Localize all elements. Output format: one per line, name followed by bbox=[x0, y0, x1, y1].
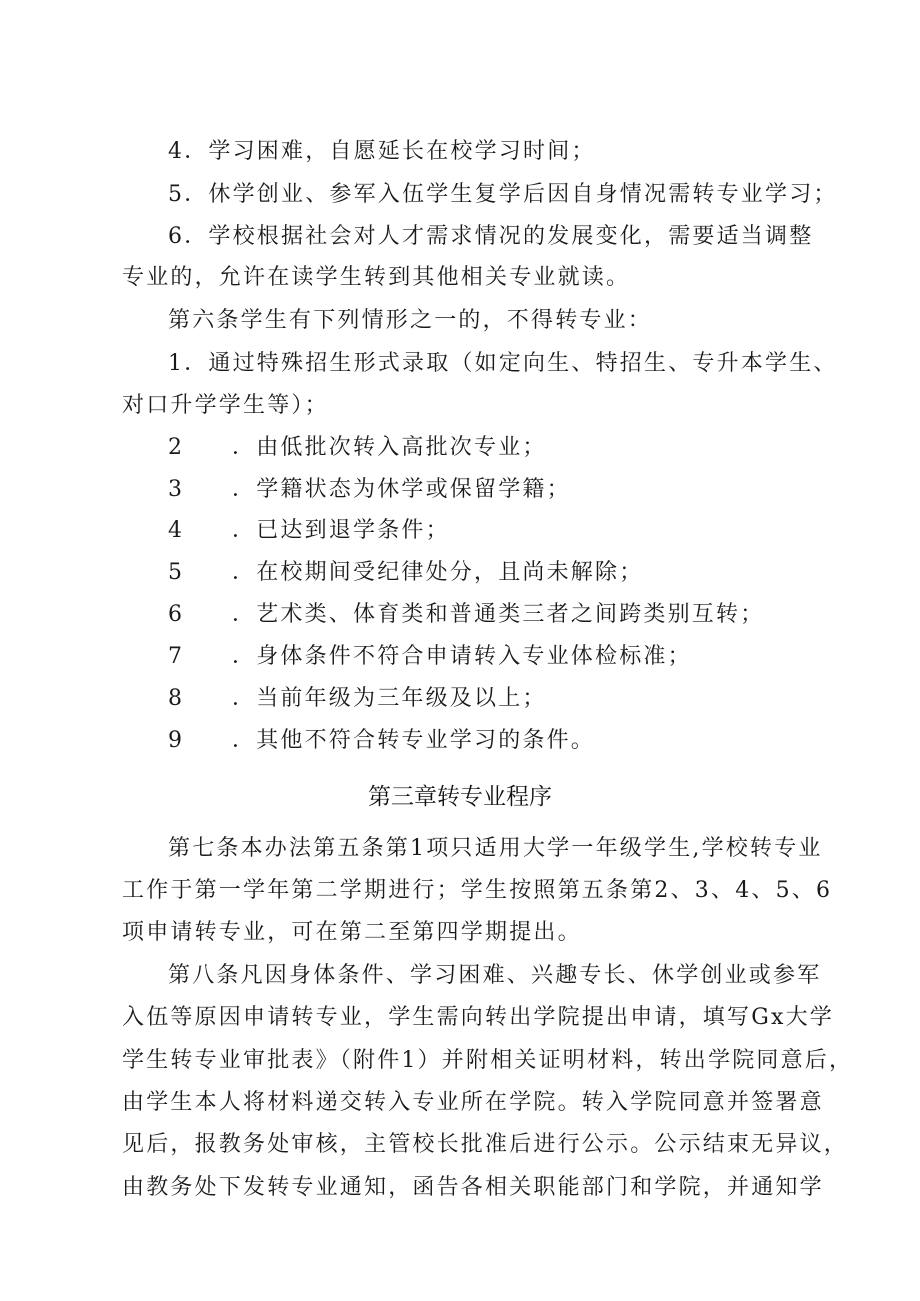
item-text: ．已达到退学条件； bbox=[232, 518, 450, 543]
item-number: 9 bbox=[168, 728, 185, 753]
item-number: 2 bbox=[168, 435, 185, 460]
article-8-line: 入伍等原因申请转专业，学生需向转出学院提出申请，填写Gx大学 bbox=[122, 1005, 834, 1030]
article-8-line: 见后，报教务处审核，主管校长批准后进行公示。公示结束无异议， bbox=[122, 1132, 849, 1157]
item-text: ．由低批次转入高批次专业； bbox=[232, 435, 547, 460]
paragraph-line: 5．休学创业、参军入伍学生复学后因自身情况需转专业学习； bbox=[168, 182, 838, 207]
item-text: ．在校期间受纪律处分，且尚未解除； bbox=[232, 560, 644, 585]
item-number: 4 bbox=[168, 518, 185, 543]
paragraph-line: 6．学校根据社会对人才需求情况的发展变化，需要适当调整 bbox=[168, 224, 814, 249]
item-text: ．身体条件不符合申请转入专业体检标准； bbox=[232, 644, 692, 669]
article-6-item bbox=[168, 475, 571, 505]
article-6-item bbox=[168, 600, 764, 630]
article-8-line: 由教务处下发转专业通知，函告各相关职能部门和学院，并通知学 bbox=[122, 1175, 824, 1200]
article-8-line: 第八条凡因身体条件、学习困难、兴趣专长、休学创业或参军 bbox=[168, 963, 822, 988]
article-6-item bbox=[168, 558, 643, 588]
item-number: 3 bbox=[168, 477, 185, 502]
article-7-line: 工作于第一学年第二学期进行；学生按照第五条第2、3、4、5、6 bbox=[122, 878, 833, 903]
article-8-line: 学生转专业审批表》（附件1）并附相关证明材料，转出学院同意后， bbox=[122, 1048, 854, 1073]
article-6-item-1: 1．通过特殊招生形式录取（如定向生、特招生、专升本学生、 bbox=[168, 351, 838, 376]
item-text: ．其他不符合转专业学习的条件。 bbox=[232, 728, 596, 753]
article-6-item bbox=[168, 516, 450, 546]
article-6-item-1-cont: 对口升学学生等）； bbox=[122, 393, 329, 418]
article-6-item bbox=[168, 642, 692, 672]
chapter-heading: 第三章转专业程序 bbox=[368, 784, 552, 810]
item-number: 5 bbox=[168, 560, 185, 585]
item-text: ．艺术类、体育类和普通类三者之间跨类别互转； bbox=[232, 602, 765, 627]
item-number: 8 bbox=[168, 686, 185, 711]
article-6-item bbox=[168, 684, 547, 714]
item-number: 6 bbox=[168, 602, 185, 627]
article-8-line: 由学生本人将材料递交转入专业所在学院。转入学院同意并签署意 bbox=[122, 1090, 824, 1115]
item-text: ．当前年级为三年级及以上； bbox=[232, 686, 547, 711]
paragraph-line: 4．学习困难，自愿延长在校学习时间； bbox=[168, 139, 596, 164]
item-number: 7 bbox=[168, 644, 185, 669]
article-6-item bbox=[168, 726, 595, 756]
article-7-line: 项申请转专业，可在第二至第四学期提出。 bbox=[122, 920, 582, 945]
paragraph-line: 专业的，允许在读学生转到其他相关专业就读。 bbox=[122, 265, 631, 290]
article-7-line: 第七条本办法第五条第1项只适用大学一年级学生,学校转专业 bbox=[168, 836, 823, 861]
article-6-item bbox=[168, 433, 547, 463]
item-text: ．学籍状态为休学或保留学籍； bbox=[232, 477, 571, 502]
article-6-intro: 第六条学生有下列情形之一的，不得转专业： bbox=[168, 308, 653, 333]
